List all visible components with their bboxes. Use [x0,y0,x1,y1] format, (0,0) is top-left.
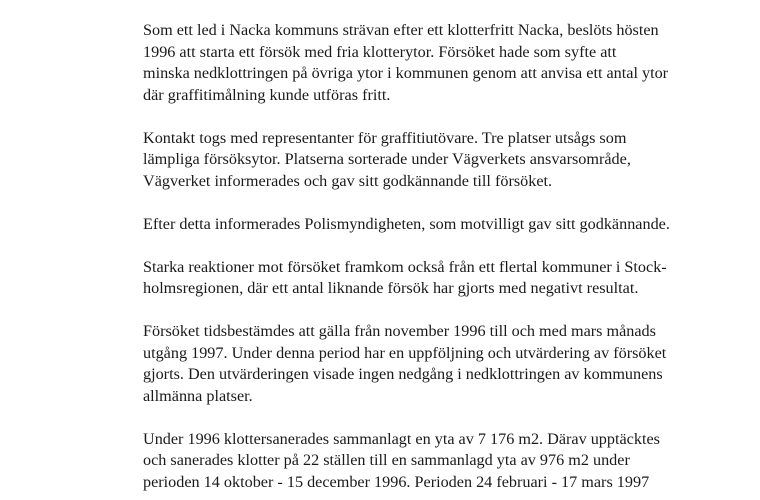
text-line: Under 1996 klottersanerades sammanlagt en yta av 7 176 m2. Därav upptäcktes [143,429,660,448]
text-line: allmänna platser. [143,386,253,405]
text-line: utgång 1997. Under denna period har en uppföljning och utvärdering av försöket [143,343,667,362]
paragraph-spacer [143,106,758,128]
document-body [143,20,758,493]
text-line: perioden 14 oktober - 15 december 1996. Perioden 24 februari - 17 mars 1997 [143,472,650,491]
text-line: Kontakt togs med representanter för graffitiutövare. Tre platser utsågs som [143,128,627,147]
paragraph-spacer [143,407,758,429]
text-line: och sanerades klotter på 22 ställen till en sammanlagd yta av 976 m2 under [143,451,630,469]
text-line: Efter detta informerades Polismyndigheten, som motvilligt gav sitt godkännande. [143,214,670,233]
text-line: Som ett led i Nacka kommuns strävan efter ett klotterfritt Nacka, beslöts hösten [143,21,659,39]
paragraph-3 [143,214,758,236]
paragraph-spacer [143,235,758,257]
text-line: Starka reaktioner mot försöket framkom också från ett flertal kommuner i Stock- [143,257,667,276]
paragraph-4 [143,257,758,300]
text-line: gjorts. Den utvärderingen visade ingen nedgång i nedklottringen av kommunens [143,365,663,383]
paragraph-spacer [143,300,758,322]
text-line: där graffitimålning kunde utföras fritt. [143,85,391,104]
paragraph-spacer [143,192,758,214]
paragraph-2 [143,128,758,193]
text-line: lämpliga försöksytor. Platserna sorterade under Vägverkets ansvarsområde, [143,150,631,168]
text-line: Vägverket informerades och gav sitt godkännande till försöket. [143,171,553,190]
paragraph-1 [143,20,758,106]
paragraph-5 [143,321,758,407]
text-line: Försöket tidsbestämdes att gälla från november 1996 till och med mars månads [143,322,656,340]
paragraph-6 [143,429,758,494]
text-line: minska nedklottringen på övriga ytor i kommunen genom att anvisa ett antal ytor [143,64,669,82]
text-line: holmsregionen, där ett antal liknande försök har gjorts med negativt resultat. [143,279,639,297]
text-line: 1996 att starta ett försök med fria klotterytor. Försöket hade som syfte att [143,42,617,61]
